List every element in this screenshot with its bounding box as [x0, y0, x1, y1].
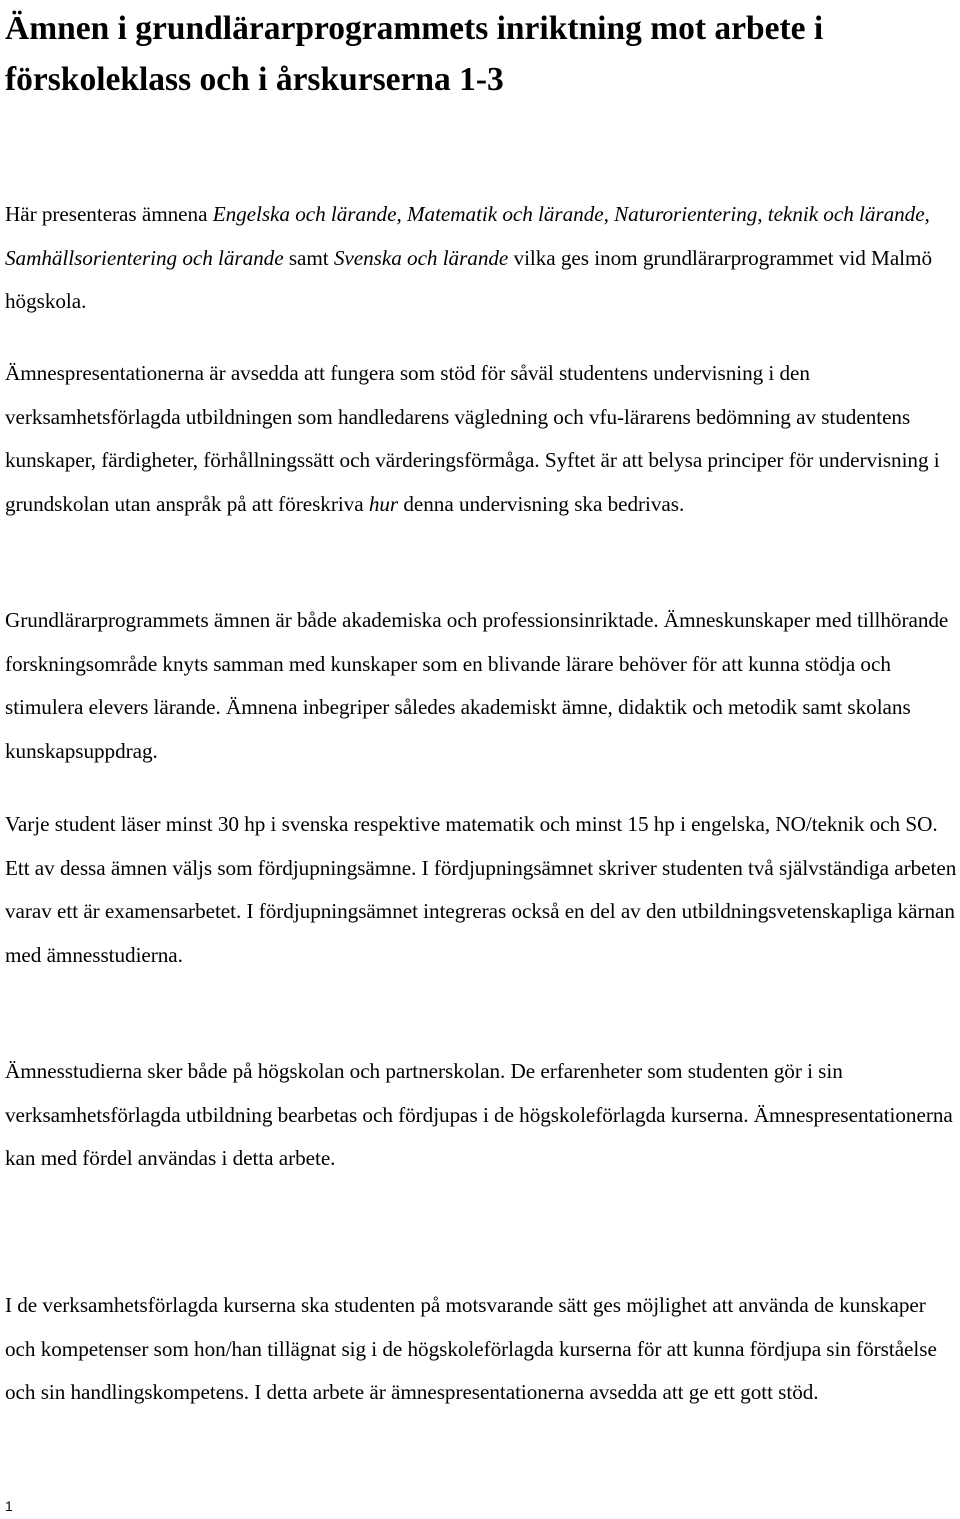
intro-subjects: Engelska och lärande, Matematik och lärande, Naturorientering, teknik och lärande, Samhällsorientering och lärande [5, 202, 930, 270]
page-number: 1 [5, 1498, 13, 1514]
purpose-text-2: denna undervisning ska bedrivas. [398, 491, 685, 516]
studies-paragraph: Ämnesstudierna sker både på högskolan och partnerskolan. De erfarenheter som studenten gör i sin verksamhetsförlagda utbildning bearbetas och fördjupas i de högskoleförlagda kurserna. Ämnespresentationerna kan med fördel användas i detta arbete. [5, 1059, 953, 1170]
purpose-emphasis: hur [368, 491, 399, 516]
purpose-text-1: Ämnespresentationerna är avsedda att fungera som stöd för såväl studentens undervisning i den verksamhetsförlagda utbildningen som handledarens vägledning och vfu-lärarens bedömning av studentens kunskaper, färdigheter, förhållningssätt och värderingsförmåga. Syftet är att belysa principer för undervisning i grundskolan utan anspråk på att föreskriva [5, 361, 940, 516]
intro-subject-swedish: Svenska och lärande [333, 245, 509, 270]
academic-paragraph: Grundlärarprogrammets ämnen är både akademiska och professionsinriktade. Ämneskunskaper med tillhörande forskningsområde knyts samman med kunskaper som en blivande lärare behöver för att kunna stödja och stimulera elevers lärande. Ämnena inbegriper således akademiskt ämne, didaktik och metodik samt skolans kunskapsuppdrag. [5, 608, 949, 763]
document-title: Ämnen i grundlärarprogrammets inriktning mot arbete i förskoleklass och i årskurserna 1-3 [5, 10, 824, 98]
credits-paragraph: Varje student läser minst 30 hp i svenska respektive matematik och minst 15 hp i engelska, NO/teknik och SO. Ett av dessa ämnen väljs som fördjupningsämne. I fördjupningsämnet skriver studenten två självständiga arbeten varav ett är examensarbetet. I fördjupningsämnet integreras också en del av den utbildningsvetenskapliga kärnan med ämnesstudierna. [5, 812, 957, 967]
intro-text-2: samt [283, 245, 334, 270]
purpose-paragraph [5, 352, 957, 526]
intro-text-1: Här presenteras ämnena [5, 202, 213, 226]
intro-text-3: vilka ges inom grundlärarprogrammet vid Malmö högskola. [5, 245, 932, 313]
vfu-paragraph: I de verksamhetsförlagda kurserna ska studenten på motsvarande sätt ges möjlighet att använda de kunskaper och kompetenser som hon/han tillägnat sig i de högskoleförlagda kurserna för att kunna fördjupa sin förståelse och sin handlingskompetens. I detta arbete är ämnespresentationerna avsedda att ge ett gott stöd. [5, 1293, 937, 1404]
intro-paragraph [5, 193, 957, 324]
